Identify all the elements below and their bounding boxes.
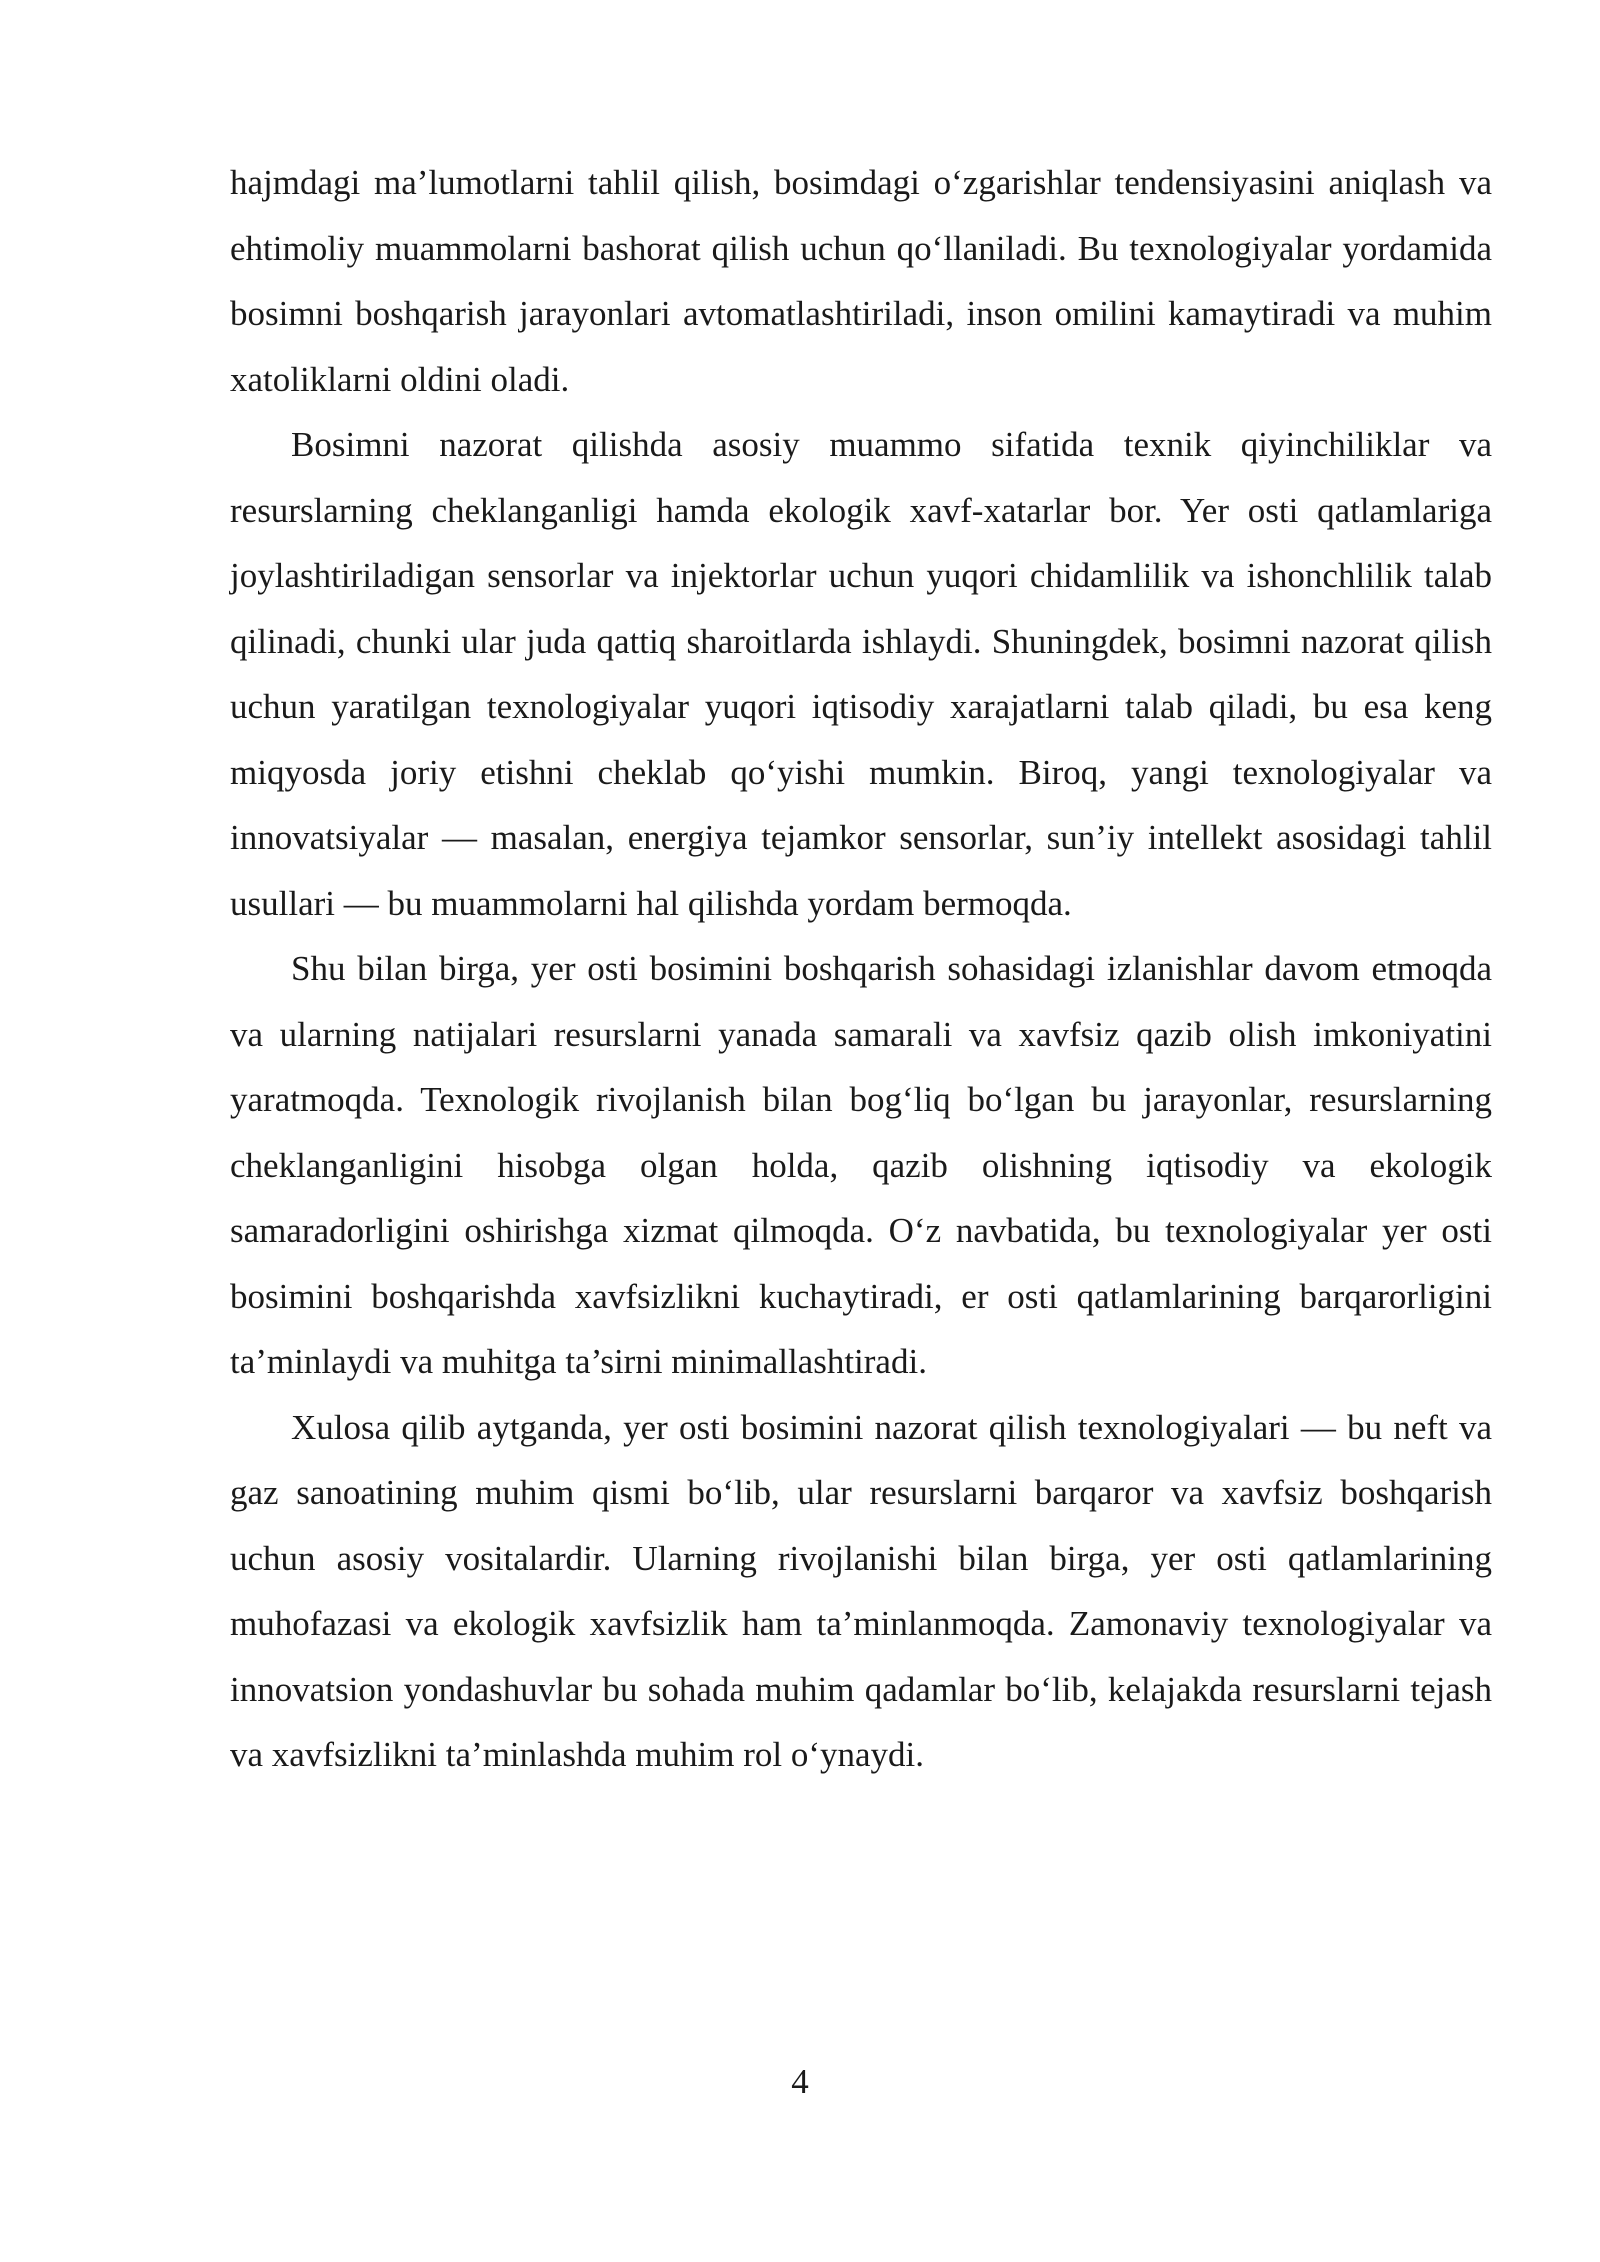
document-body <box>230 150 1492 1788</box>
paragraph-conclusion: Xulosa qilib aytganda, yer osti bosimini nazorat qilish texnologiyalari — bu neft va gaz sanoatining muhim qismi bo‘lib, ular resurslarni barqaror va xavfsiz boshqarish uchun asosiy vositalardir. Ularning rivojlanishi bilan birga, yer osti qatlamlarining muhofazasi va ekologik xavfsizlik ham ta’minlanmoqda. Zamonaviy texnologiyalar va innovatsion yondashuvlar bu sohada muhim qadamlar bo‘lib, kelajakda resurslarni tejash va xavfsizlikni ta’minlashda muhim rol o‘ynaydi. <box>230 1407 1492 1774</box>
paragraph-challenges: Bosimni nazorat qilishda asosiy muammo sifatida texnik qiyinchiliklar va resurslarning cheklanganligi hamda ekologik xavf-xatarlar bor. Yer osti qatlamlariga joylashtiriladigan sensorlar va injektorlar uchun yuqori chidamlilik va ishonchlilik talab qilinadi, chunki ular juda qattiq sharoitlarda ishlaydi. Shuningdek, bosimni nazorat qilish uchun yaratilgan texnologiyalar yuqori iqtisodiy xarajatlarni talab qiladi, bu esa keng miqyosda joriy etishni cheklab qo‘yishi mumkin. Biroq, yangi texnologiyalar va innovatsiyalar — masalan, energiya tejamkor sensorlar, sun’iy intellekt asosidagi tahlil usullari — bu muammolarni hal qilishda yordam bermoqda. <box>230 425 1492 923</box>
paragraph-continuation: hajmdagi ma’lumotlarni tahlil qilish, bosimdagi o‘zgarishlar tendensiyasini aniqlash va ehtimoliy muammolarni bashorat qilish uchun qo‘llaniladi. Bu texnologiyalar yordamida bosimni boshqarish jarayonlari avtomatlashtiriladi, inson omilini kamaytiradi va muhim xatoliklarni oldini oladi. <box>230 163 1492 399</box>
paragraph-research: Shu bilan birga, yer osti bosimini boshqarish sohasidagi izlanishlar davom etmoqda va ularning natijalari resurslarni yanada samarali va xavfsiz qazib olish imkoniyatini yaratmoqda. Texnologik rivojlanish bilan bog‘liq bo‘lgan bu jarayonlar, resurslarning cheklanganligini hisobga olgan holda, qazib olishning iqtisodiy va ekologik samaradorligini oshirishga xizmat qilmoqda. O‘z navbatida, bu texnologiyalar yer osti bosimini boshqarishda xavfsizlikni kuchaytiradi, er osti qatlamlarining barqarorligini ta’minlaydi va muhitga ta’sirni minimallashtiradi. <box>230 949 1492 1381</box>
page-number: 4 <box>791 2062 809 2101</box>
